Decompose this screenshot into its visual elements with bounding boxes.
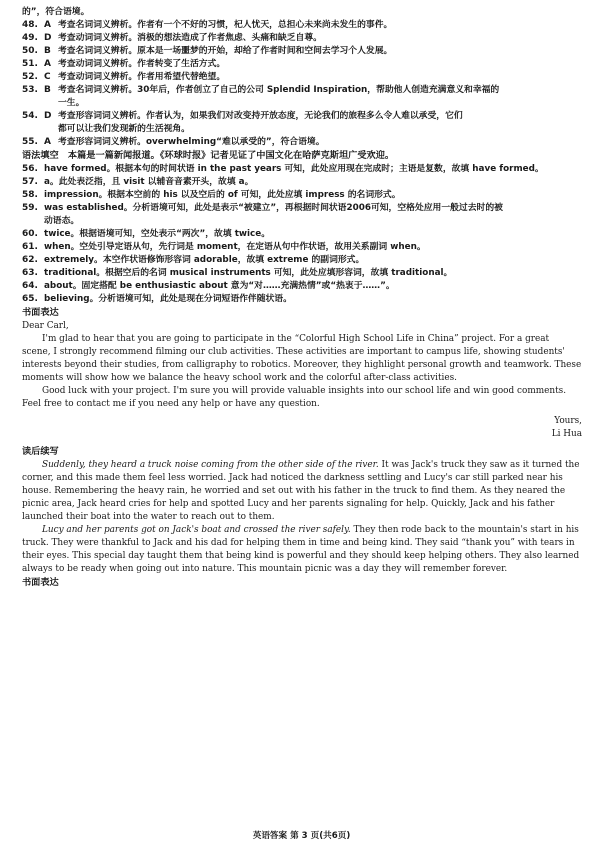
question-number: 52. [22,72,38,82]
answer-explanation: have formed。根据本句的时间状语 in the past years 可知，此处应用现在完成时；主语是复数，故填 have formed。 [44,164,544,174]
question-number: 49. [22,33,38,43]
answer-row [22,58,588,71]
question-number: 63. [22,268,38,278]
answer-explanation: traditional。根据空后的名词 musical instruments 可知，此处应填形容词，故填 traditional。 [44,268,453,278]
writing-section-heading: 书面表达 [22,307,59,318]
question-number: 51. [22,59,38,69]
question-number: 55. [22,137,38,147]
letter-body [22,320,588,441]
answer-letter: C [44,72,51,82]
answer-explanation: 考查动词词义辨析。作者用希望代替绝望。 [58,72,226,82]
question-number: 54. [22,111,38,121]
story-line: truck. They were thankful to Jack and his dad for helping them in time and being kind. They said “thank you” with tears in [22,538,575,548]
given-opening-sentence: Suddenly, they heard a truck noise coming from the other side of the river. [42,460,379,470]
letter-line: I'm glad to hear that you are going to participate in the “Colorful High School Life in China” project. For a great [42,334,550,344]
continuation-section-heading: 读后续写 [22,446,59,457]
story-line: picnic area, Jack heard cries for help and spotted Lucy and her parents signaling for help. Quickly, Jack and his father [22,499,555,509]
answer-explanation: about。固定搭配 be enthusiastic about 意为“对……充满热情”或“热衷于……”。 [44,281,395,291]
story-line: their eyes. This special day taught them that being kind is powerful and they should keep helping others. They also learned [22,551,580,561]
letter-signature: Li Hua [551,429,582,439]
answer-row [22,189,588,202]
answer-continuation: 都可以让我们发现新的生活视角。 [58,124,190,134]
answer-row [22,202,588,215]
continuation-body [22,459,588,576]
answer-explanation: 考查形容词词义辨析。overwhelming“难以承受的”，符合语境。 [58,137,325,147]
answer-row [22,267,588,280]
story-line: house. Remembering the heavy rain, he worried and set out with his father in the truck to find them. As they neared the [22,486,566,496]
question-number: 50. [22,46,38,56]
answer-row [22,176,588,189]
question-number: 61. [22,242,38,252]
letter-line: interests beyond their studies, from calligraphy to robotics. Moreover, they highlight personal growth and teamwork. These [22,360,582,370]
question-number: 59. [22,203,38,213]
answer-row [22,84,588,97]
letter-closing: Yours, [554,416,582,426]
answer-explanation: 考查动词词义辨析。作者转变了生活方式。 [58,59,226,69]
given-opening-sentence: Lucy and her parents got on Jack's boat and crossed the river safely. [42,525,351,535]
letter-salutation: Dear Carl, [22,321,69,331]
question-number: 57. [22,177,38,187]
letter-line: scene, I strongly recommend filming our club activities. These activities are important to campus life, showing students' [22,347,565,357]
answer-continuation: 动语态。 [44,216,80,226]
letter-line: Good luck with your project. I'm sure you will provide valuable insights into our school life and win good comments. [42,386,567,396]
answer-explanation: was established。分析语境可知，此处是表示“被建立”，再根据时间状语2006可知，空格处应用一般过去时的被 [44,203,503,213]
answer-row [22,71,588,84]
story-line: always to be ready when going out into nature. This mountain picnic was a day they will remember forever. [22,564,508,574]
answer-letter: A [44,137,51,147]
answer-explanation: impression。根据本空前的 his 以及空后的 of 可知，此处应填 impress 的名词形式。 [44,190,401,200]
answer-letter: A [44,20,51,30]
answer-explanation: when。空处引导定语从句，先行词是 moment，在定语从句中作状语，故用关系副词 when。 [44,242,426,252]
letter-line: moments will show how we balance the heavy school work and the colorful after-class activities. [22,373,457,383]
writing-section-heading-2: 书面表达 [22,577,59,588]
answer-letter: D [44,111,52,121]
question-number: 62. [22,255,38,265]
answer-explanation: 考查形容词词义辨析。作者认为，如果我们对改变持开放态度，无论我们的旅程多么令人难以承受，它们 [58,111,463,121]
answer-continuation: 一生。 [58,98,85,108]
answer-row [22,293,588,306]
answer-explanation: twice。根据语境可知，空处表示“两次”，故填 twice。 [44,229,271,239]
answer-row [22,163,588,176]
answer-explanation: 考查名词词义辨析。30年后，作者创立了自己的公司 Splendid Inspiration，帮助他人创造充满意义和幸福的 [58,85,500,95]
answer-explanation: a。此处表泛指，且 visit 以辅音音素开头，故填 a。 [44,177,254,187]
answer-row [22,45,588,58]
question-number: 60. [22,229,38,239]
question-number: 58. [22,190,38,200]
answer-row [22,19,588,32]
mc-answers [22,19,588,149]
answer-letter: D [44,33,52,43]
question-number: 48. [22,20,38,30]
answer-row [22,136,588,149]
answer-letter: B [44,85,51,95]
question-number: 56. [22,164,38,174]
answer-row [22,280,588,293]
answer-row [22,32,588,45]
question-number: 53. [22,85,38,95]
story-line [22,459,588,472]
answer-explanation: 考查名词词义辨析。作者有一个不好的习惯，杞人忧天，总担心未来尚未发生的事件。 [58,20,393,30]
story-text: They then rode back to the mountain's start in his [350,525,579,535]
story-line: launched their boat into the water to reach out to them. [22,512,275,522]
grammar-section-heading: 语法填空 本篇是一篇新闻报道。《环球时报》记者见证了中国文化在哈萨克斯坦广受欢迎。 [22,150,395,161]
story-line [22,524,588,537]
letter-line: Feel free to contact me if you need any help or have any question. [22,399,320,409]
answer-explanation: extremely。本空作状语修饰形容词 adorable，故填 extreme 的副词形式。 [44,255,365,265]
answer-explanation: believing。分析语境可知，此处是现在分词短语作伴随状语。 [44,294,292,304]
answer-page [22,6,588,590]
answer-letter: B [44,46,51,56]
question-number: 65. [22,294,38,304]
answer-row [22,228,588,241]
page-footer: 英语答案 第 3 页(共6页) [252,831,351,841]
answer-explanation: 考查动词词义辨析。消极的想法造成了作者焦虑、头痛和缺乏自尊。 [58,33,322,43]
continued-line: 的”，符合语境。 [22,7,90,17]
story-line: corner, and this made them feel less worried. Jack had noticed the darkness settling and Lucy's car still parked near his [22,473,563,483]
question-number: 64. [22,281,38,291]
answer-row [22,254,588,267]
answer-explanation: 考查名词词义辨析。原本是一场噩梦的开始，却给了作者时间和空间去学习个人发展。 [58,46,393,56]
answer-row [22,241,588,254]
grammar-answers [22,163,588,306]
story-text: It was Jack's truck they saw as it turned the [378,460,580,470]
answer-letter: A [44,59,51,69]
answer-row [22,110,588,123]
